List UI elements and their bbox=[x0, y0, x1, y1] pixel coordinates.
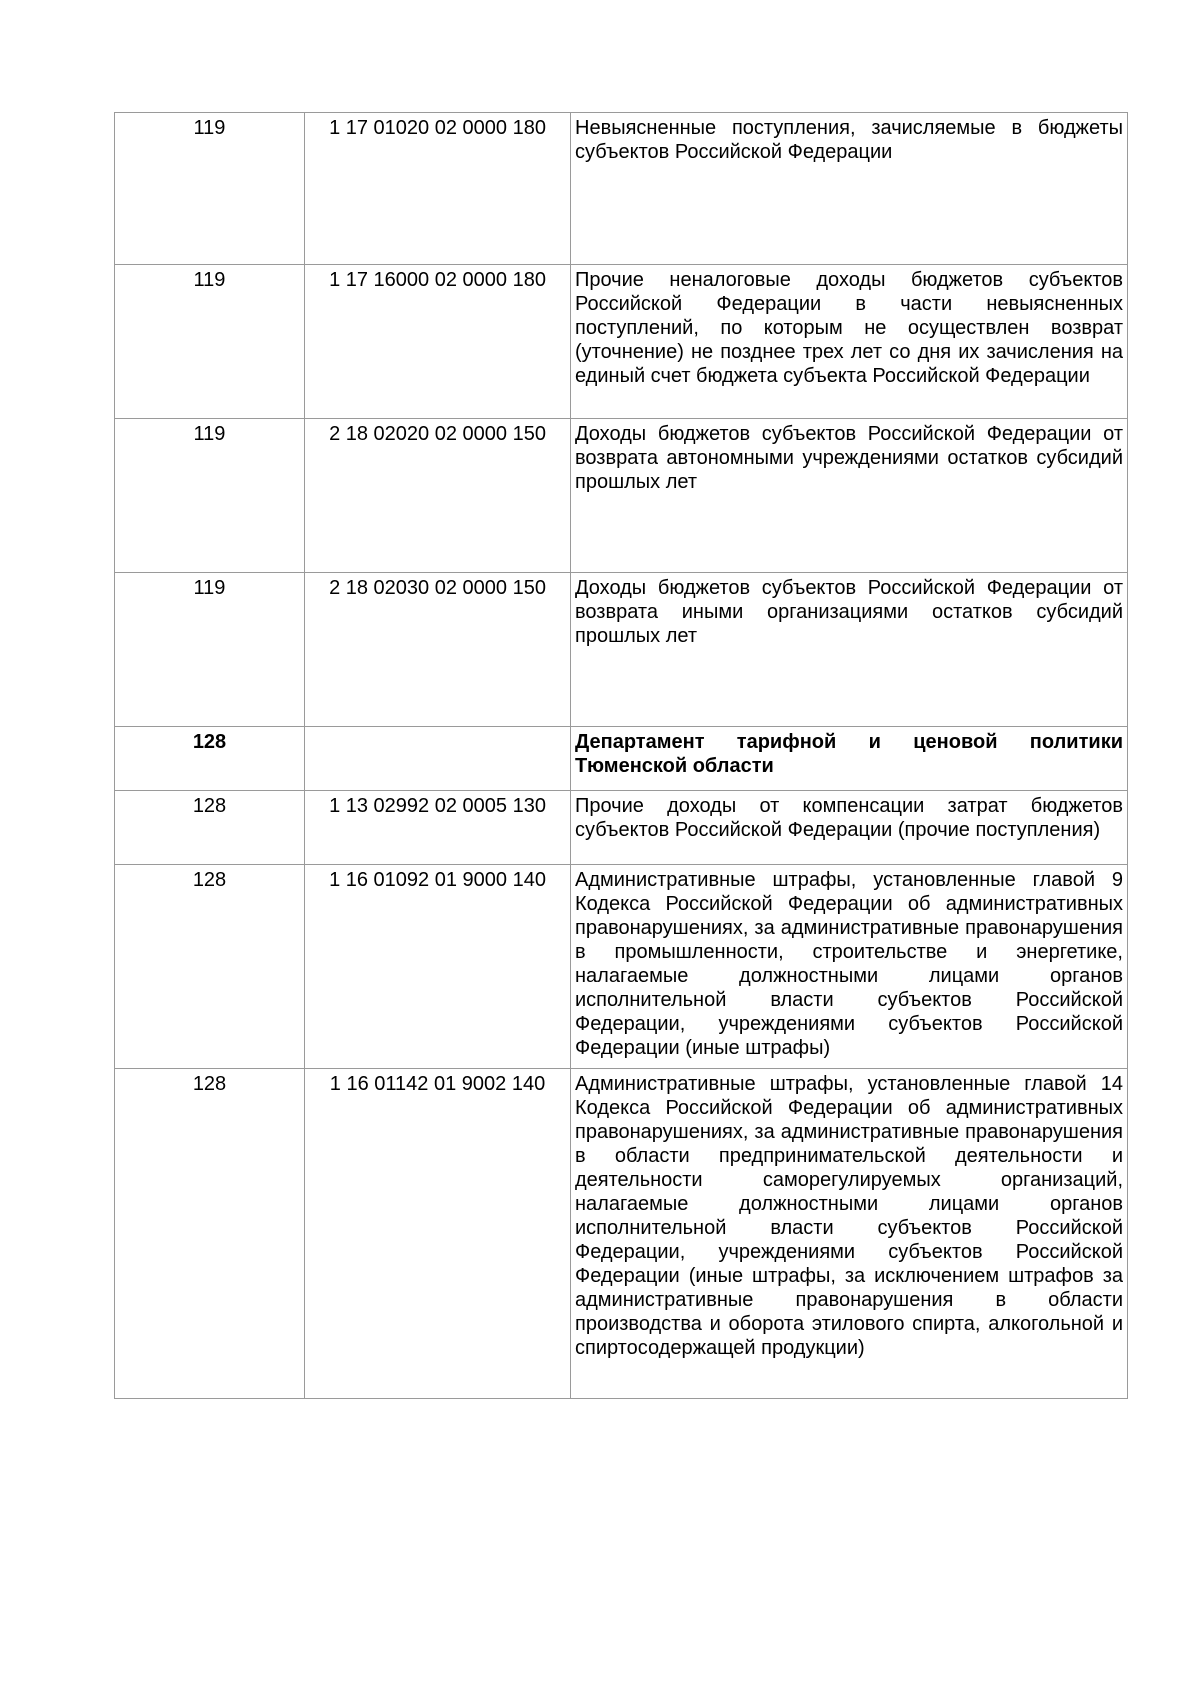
revenue-codes-table bbox=[114, 112, 1128, 1399]
admin-code-cell: 119 bbox=[115, 265, 305, 419]
department-name-cell: Департамент тарифной и ценовой политики Тюменской области bbox=[571, 727, 1128, 791]
budget-code-cell: 1 16 01092 01 9000 140 bbox=[305, 865, 571, 1069]
description-cell: Прочие неналоговые доходы бюджетов субъектов Российской Федерации в части невыясненных поступлений, по которым не осуществлен возврат (уточнение) не позднее трех лет со дня их зачисления на единый счет бюджета субъекта Российской Федерации bbox=[571, 265, 1128, 419]
description-cell: Доходы бюджетов субъектов Российской Федерации от возврата автономными учреждениями остатков субсидий прошлых лет bbox=[571, 419, 1128, 573]
budget-code-cell: 1 17 01020 02 0000 180 bbox=[305, 113, 571, 265]
budget-code-cell: 2 18 02030 02 0000 150 bbox=[305, 573, 571, 727]
description-cell: Невыясненные поступления, зачисляемые в бюджеты субъектов Российской Федерации bbox=[571, 113, 1128, 265]
table-row bbox=[115, 265, 1128, 419]
table-row bbox=[115, 419, 1128, 573]
department-header-row bbox=[115, 727, 1128, 791]
description-cell: Доходы бюджетов субъектов Российской Федерации от возврата иными организациями остатков субсидий прошлых лет bbox=[571, 573, 1128, 727]
budget-code-cell: 1 17 16000 02 0000 180 bbox=[305, 265, 571, 419]
budget-code-cell bbox=[305, 727, 571, 791]
admin-code-cell: 119 bbox=[115, 419, 305, 573]
description-cell: Административные штрафы, установленные главой 9 Кодекса Российской Федерации об административных правонарушениях, за административные правонарушения в промышленности, строительстве и энергетике, налагаемые должностными лицами органов исполнительной власти субъектов Российской Федерации, учреждениями субъектов Российской Федерации (иные штрафы) bbox=[571, 865, 1128, 1069]
admin-code-cell: 128 bbox=[115, 865, 305, 1069]
admin-code-cell: 128 bbox=[115, 727, 305, 791]
table-row bbox=[115, 113, 1128, 265]
admin-code-cell: 128 bbox=[115, 1069, 305, 1399]
table-row bbox=[115, 791, 1128, 865]
table-row bbox=[115, 1069, 1128, 1399]
description-cell: Прочие доходы от компенсации затрат бюджетов субъектов Российской Федерации (прочие поступления) bbox=[571, 791, 1128, 865]
budget-code-cell: 1 13 02992 02 0005 130 bbox=[305, 791, 571, 865]
table-row bbox=[115, 865, 1128, 1069]
table-row bbox=[115, 573, 1128, 727]
budget-code-cell: 1 16 01142 01 9002 140 bbox=[305, 1069, 571, 1399]
admin-code-cell: 119 bbox=[115, 113, 305, 265]
budget-code-cell: 2 18 02020 02 0000 150 bbox=[305, 419, 571, 573]
admin-code-cell: 128 bbox=[115, 791, 305, 865]
admin-code-cell: 119 bbox=[115, 573, 305, 727]
description-cell: Административные штрафы, установленные главой 14 Кодекса Российской Федерации об административных правонарушениях, за административные правонарушения в области предпринимательской деятельности и деятельности саморегулируемых организаций, налагаемые должностными лицами органов исполнительной власти субъектов Российской Федерации, учреждениями субъектов Российской Федерации (иные штрафы, за исключением штрафов за административные правонарушения в области производства и оборота этилового спирта, алкогольной и спиртосодержащей продукции) bbox=[571, 1069, 1128, 1399]
